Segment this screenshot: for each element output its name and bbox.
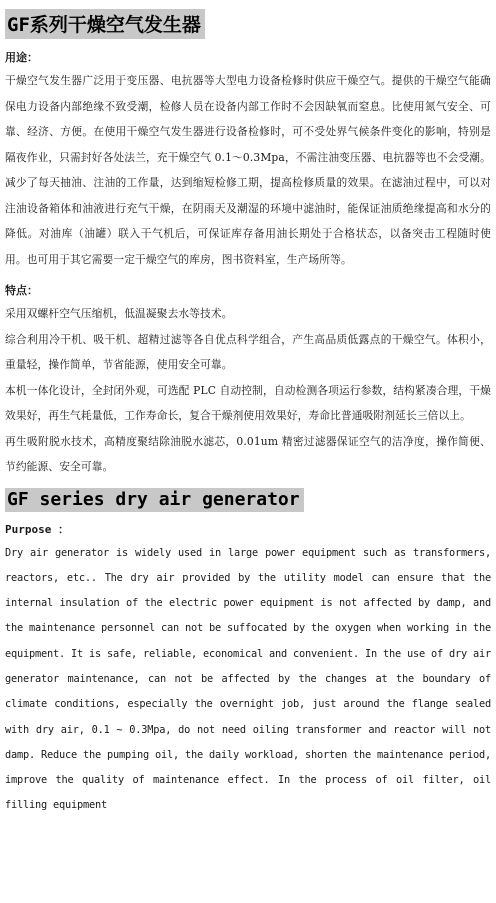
en-purpose-paragraph: Dry air generator is widely used in large power equipment such as transformers, reactors, etc.. The dry air provided by the utility model can ensure that the internal insulation of the electric power equipment is not affected by damp, and the maintenance personnel can not be suffocated by the oxygen when working in the equipment. It is safe, reliable, economical and convenient. In the use of dry air generator maintenance, can not be affected by the changes at the boundary of climate conditions, especially the overnight job, just around the flange sealed with dry air, 0.1 ~ 0.3Mpa, do not need oiling transformer and reactor will not damp. Reduce the pumping oil, the daily workload, shorten the maintenance period, improve the quality of maintenance effect. In the process of oil filter, oil filling equipment xyxy=(5,546,491,812)
cn-purpose-paragraph: 干燥空气发生器广泛用于变压器、电抗器等大型电力设备检修时供应干燥空气。提供的干燥空气能确保电力设备内部绝缘不致受潮，检修人员在设备内部工作时不会因缺氧而窒息。比使用氮气安全、可靠、经济、方便。在使用干燥空气发生器进行设备检修时，可不受处界气候条件变化的影响，特别是隔夜作业，只需封好各处法兰，充干燥空气 0.1～0.3Mpa，不需注油变压器、电抗器等也不会受潮。减少了每天抽油、注油的工作量，达到缩短检修工期，提高检修质量的效果。在滤油过程中，可以对注油设备箱体和油液进行充气干燥，在阴雨天及潮湿的环境中滤油时，能保证油质绝缘提高和水分的降低。对油库（油罐）联入干气机后，可保证库存备用油长期处于合格状态，以备突击工程随时使用。也可用于其它需要一定干燥空气的库房，图书资料室，生产场所等。 xyxy=(5,74,491,266)
cn-feature-item: 再生吸附脱水技术，高精度聚结除油脱水滤芯，0.01um 精密过滤器保证空气的洁净度，操作简便、节约能源、安全可靠。 xyxy=(5,434,491,473)
cn-feature-item: 本机一体化设计，全封闭外观，可选配 PLC 自动控制，自动检测各项运行参数，结构紧凑合理，干燥效果好，再生气耗量低，工作寿命长，复合干燥剂使用效果好，寿命比普通吸附剂延长三倍以上。 xyxy=(5,383,491,422)
cn-feature-item: 采用双螺杆空气压缩机，低温凝聚去水等技术。 xyxy=(5,307,233,320)
en-section-title: GF series dry air generator xyxy=(5,488,304,512)
cn-purpose-label: 用途： xyxy=(5,51,38,64)
en-purpose-label: Purpose ： xyxy=(5,522,69,536)
cn-section-title: GF系列干燥空气发生器 xyxy=(5,9,205,39)
cn-feature-item: 综合利用冷干机、吸干机、超精过滤等各自优点科学组合，产生高品质低露点的干燥空气。体积小，重量轻，操作简单，节省能源，使用安全可靠。 xyxy=(5,332,491,371)
cn-features-label: 特点： xyxy=(5,284,38,297)
